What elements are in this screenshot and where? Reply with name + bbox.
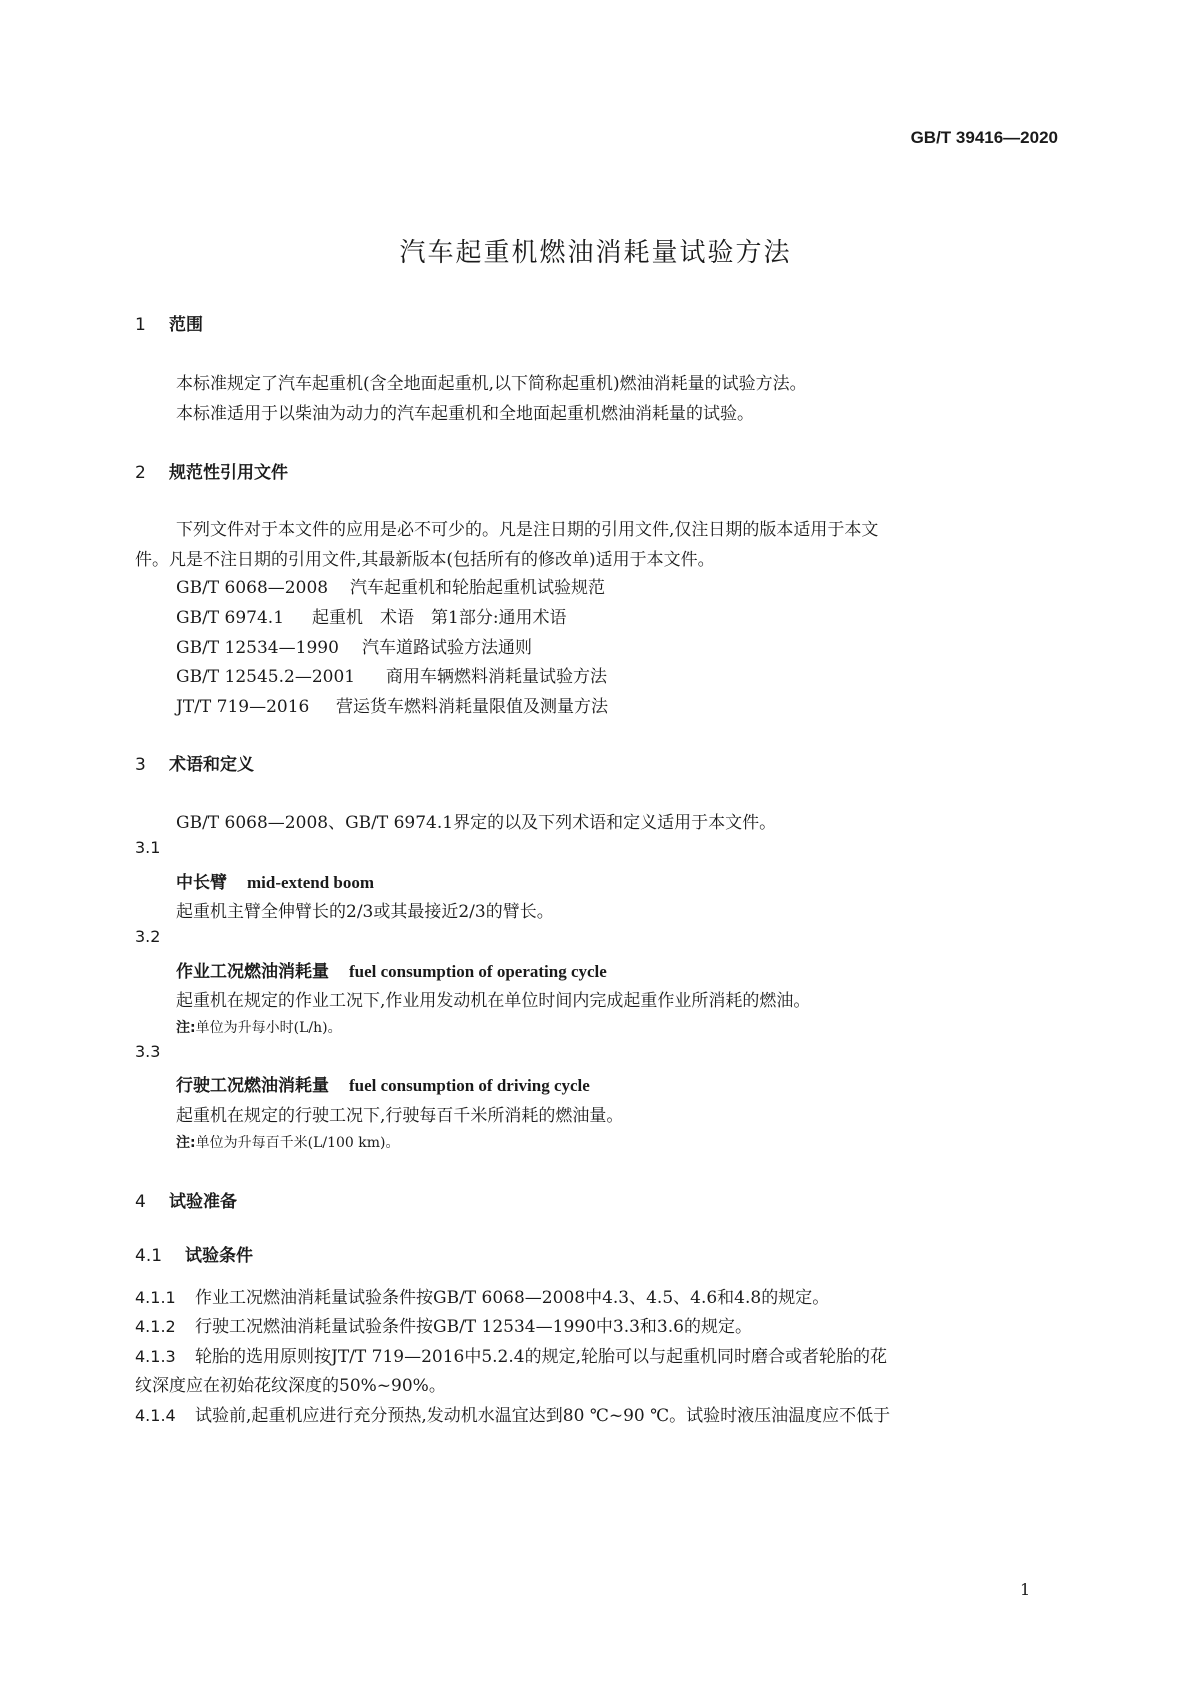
clause-number: 4.1.1 [135,1288,176,1307]
term-definition: 起重机在规定的作业工况下,作业用发动机在单位时间内完成起重作业所消耗的燃油。 [176,991,811,1011]
reference-item [176,662,607,687]
term-chinese: 作业工况燃油消耗量 [176,962,329,982]
reference-item [176,573,605,598]
reference-code: GB/T 12545.2—2001 [176,667,356,687]
term-english: fuel consumption of operating cycle [349,962,607,981]
reference-title: 汽车道路试验方法通则 [362,638,532,658]
paragraph: 本标准规定了汽车起重机(含全地面起重机,以下简称起重机)燃油消耗量的试验方法。 [176,374,807,394]
standard-number: GB/T 39416—2020 [910,128,1058,147]
term-chinese: 行驶工况燃油消耗量 [176,1076,329,1096]
term-entry [176,1071,590,1096]
reference-item [176,633,532,658]
term-note [176,1132,399,1152]
clause [135,1312,752,1337]
section-number: 1 [135,315,146,335]
clause-number: 4.1.4 [135,1406,176,1425]
reference-title: 起重机 术语 第1部分:通用术语 [312,608,567,628]
clause-text: 轮胎的选用原则按JT/T 719—2016中5.2.4的规定,轮胎可以与起重机同时磨合或者轮胎的花 [195,1347,887,1367]
term-english: fuel consumption of driving cycle [349,1076,590,1095]
term-entry [176,957,607,982]
section-title: 试验准备 [169,1192,237,1212]
term-definition: 起重机主臂全伸臂长的2/3或其最接近2/3的臂长。 [176,902,554,922]
reference-code: GB/T 6068—2008 [176,578,329,598]
reference-code: GB/T 12534—1990 [176,638,339,658]
subsection-number: 4.1 [135,1246,163,1266]
term-note [176,1017,342,1037]
section-title: 范围 [169,315,203,335]
reference-title: 商用车辆燃料消耗量试验方法 [386,667,607,687]
section-title: 术语和定义 [169,755,254,775]
clause-number: 4.1.2 [135,1317,176,1336]
subsection-heading-4-1 [135,1241,253,1266]
section-heading-4 [135,1187,237,1212]
term-chinese: 中长臂 [176,873,227,893]
paragraph-continued: 件。凡是不注日期的引用文件,其最新版本(包括所有的修改单)适用于本文件。 [135,550,715,570]
clause-continued: 纹深度应在初始花纹深度的50%~90%。 [135,1376,446,1396]
paragraph: GB/T 6068—2008、GB/T 6974.1界定的以及下列术语和定义适用于本文件。 [176,813,777,833]
term-entry [176,868,374,893]
clause [135,1342,887,1367]
term-number: 3.2 [135,927,161,946]
reference-title: 营运货车燃料消耗量限值及测量方法 [336,697,608,717]
reference-code: JT/T 719—2016 [176,697,310,717]
note-label: 注: [176,1135,196,1151]
term-definition: 起重机在规定的行驶工况下,行驶每百千米所消耗的燃油量。 [176,1106,624,1126]
page-number: 1 [1020,1580,1031,1599]
reference-code: GB/T 6974.1 [176,608,285,628]
reference-title: 汽车起重机和轮胎起重机试验规范 [350,578,605,598]
reference-item [176,692,608,717]
note-text: 单位为升每小时(L/h)。 [195,1020,342,1036]
note-text: 单位为升每百千米(L/100 km)。 [195,1135,400,1151]
section-number: 2 [135,463,146,483]
clause [135,1283,829,1308]
subsection-title: 试验条件 [185,1246,253,1266]
section-number: 4 [135,1192,146,1212]
clause-text: 行驶工况燃油消耗量试验条件按GB/T 12534—1990中3.3和3.6的规定。 [195,1317,752,1337]
reference-item [176,603,567,628]
clause [135,1401,890,1426]
section-heading-2 [135,458,288,483]
section-number: 3 [135,755,146,775]
document-title: 汽车起重机燃油消耗量试验方法 [399,238,792,268]
term-english: mid-extend boom [247,873,375,892]
term-number: 3.1 [135,838,161,857]
section-title: 规范性引用文件 [169,463,288,483]
clause-number: 4.1.3 [135,1347,176,1366]
note-label: 注: [176,1020,196,1036]
paragraph: 本标准适用于以柴油为动力的汽车起重机和全地面起重机燃油消耗量的试验。 [176,404,754,424]
clause-text: 试验前,起重机应进行充分预热,发动机水温宜达到80 ℃~90 ℃。试验时液压油温度应不低于 [195,1406,891,1426]
clause-text: 作业工况燃油消耗量试验条件按GB/T 6068—2008中4.3、4.5、4.6和4.8的规定。 [195,1288,830,1308]
term-number: 3.3 [135,1042,161,1061]
section-heading-3 [135,750,254,775]
section-heading-1 [135,310,203,335]
paragraph: 下列文件对于本文件的应用是必不可少的。凡是注日期的引用文件,仅注日期的版本适用于本文 [176,520,879,540]
